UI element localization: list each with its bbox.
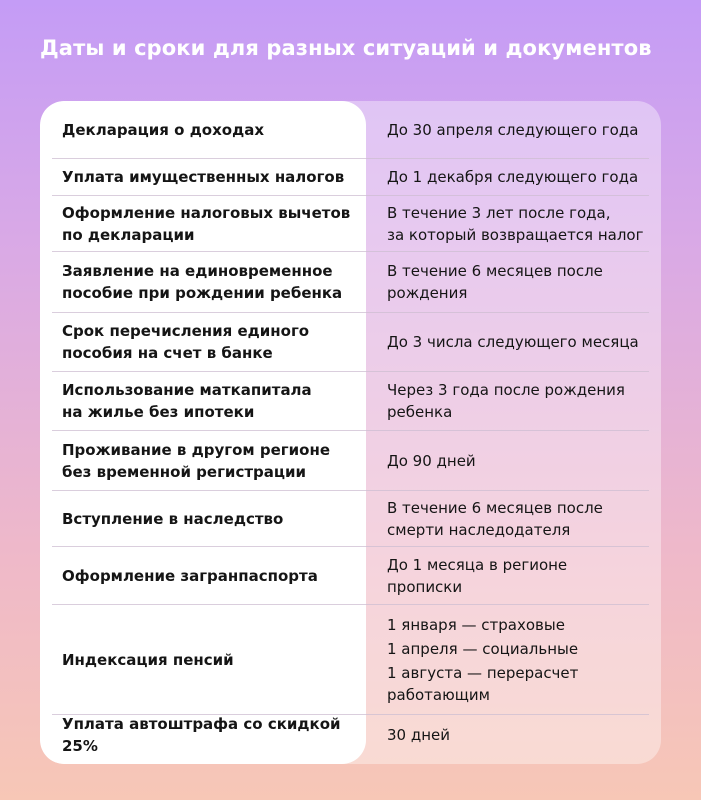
row-item: Проживание в другом регионе без временной регистрации — [62, 440, 330, 481]
row-item: Использование маткапитала на жилье без ипотеки — [62, 381, 312, 421]
row-deadline: 30 дней — [387, 726, 451, 744]
row-deadline: До 30 апреля следующего года — [387, 120, 639, 139]
table-row — [52, 547, 649, 605]
row-deadline: До 1 декабря следующего года — [387, 168, 639, 186]
row-deadline: До 3 числа следующего месяца — [387, 333, 639, 351]
row-deadline: Через 3 года после рождения ребенка — [387, 381, 625, 421]
table-row — [52, 252, 649, 313]
table-row — [52, 372, 649, 431]
table-row — [52, 101, 649, 159]
table-row — [52, 431, 649, 491]
row-deadline: В течение 6 месяцев после смерти наследодателя — [387, 498, 603, 539]
table-row — [52, 159, 649, 196]
row-item: Уплата автоштрафа со скидкой 25% — [62, 715, 341, 755]
row-deadline: 1 января — страховые 1 апреля — социальные 1 августа — перерасчет работающим — [387, 615, 579, 704]
table-row — [52, 313, 649, 372]
row-item: Оформление налоговых вычетов по декларации — [62, 203, 351, 244]
table-rows — [40, 101, 661, 764]
row-deadline: До 1 месяца в регионе прописки — [387, 555, 568, 596]
table-row — [52, 715, 649, 755]
row-deadline: В течение 6 месяцев после рождения — [387, 262, 603, 302]
row-item: Декларация о доходах — [62, 120, 265, 139]
deadlines-table — [40, 101, 661, 764]
table-row — [52, 196, 649, 252]
row-item: Срок перечисления единого пособия на счет в банке — [62, 322, 310, 362]
page-title: Даты и сроки для разных ситуаций и документов — [40, 36, 652, 60]
row-deadline: До 90 дней — [387, 451, 476, 470]
row-item: Индексация пенсий — [62, 650, 234, 669]
table-row — [52, 605, 649, 715]
row-item: Уплата имущественных налогов — [62, 168, 345, 186]
row-item: Оформление загранпаспорта — [62, 566, 318, 585]
table-row — [52, 491, 649, 547]
row-item: Заявление на единовременное пособие при рождении ребенка — [62, 262, 343, 302]
row-deadline: В течение 3 лет после года, за который возвращается налог — [387, 203, 644, 244]
row-item: Вступление в наследство — [62, 509, 284, 528]
